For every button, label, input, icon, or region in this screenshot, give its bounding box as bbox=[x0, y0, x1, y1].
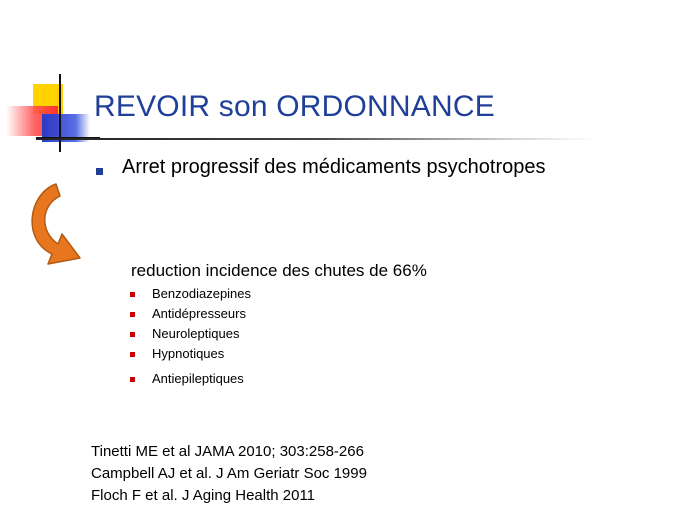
bullet-square-icon bbox=[130, 332, 135, 337]
bullet-square-icon bbox=[96, 168, 103, 175]
curved-arrow-icon bbox=[22, 182, 82, 276]
reference-line: Campbell AJ et al. J Am Geriatr Soc 1999 bbox=[91, 465, 367, 482]
bullet-square-icon bbox=[130, 312, 135, 317]
bullet-square-icon bbox=[130, 292, 135, 297]
drug-class-label: Antiepileptiques bbox=[152, 371, 244, 386]
drug-class-label: Hypnotiques bbox=[152, 346, 225, 361]
drug-class-label: Antidépresseurs bbox=[152, 306, 246, 321]
drug-class-label: Benzodiazepines bbox=[152, 286, 252, 301]
main-bullet-text: Arret progressif des médicaments psychotropes bbox=[122, 156, 546, 178]
references bbox=[91, 441, 367, 507]
reference-line: Tinetti ME et al JAMA 2010; 303:258-266 bbox=[91, 443, 364, 460]
reference-line: Floch F et al. J Aging Health 2011 bbox=[91, 487, 316, 504]
bullet-square-icon bbox=[130, 352, 135, 357]
drug-class-label: Neuroleptiques bbox=[152, 326, 240, 341]
title-divider bbox=[36, 138, 596, 140]
reduction-text: reduction incidence des chutes de 66% bbox=[131, 261, 427, 280]
bullet-square-icon bbox=[130, 377, 135, 382]
template-logo-icon bbox=[0, 0, 100, 160]
slide-title: REVOIR son ORDONNANCE bbox=[94, 90, 495, 123]
